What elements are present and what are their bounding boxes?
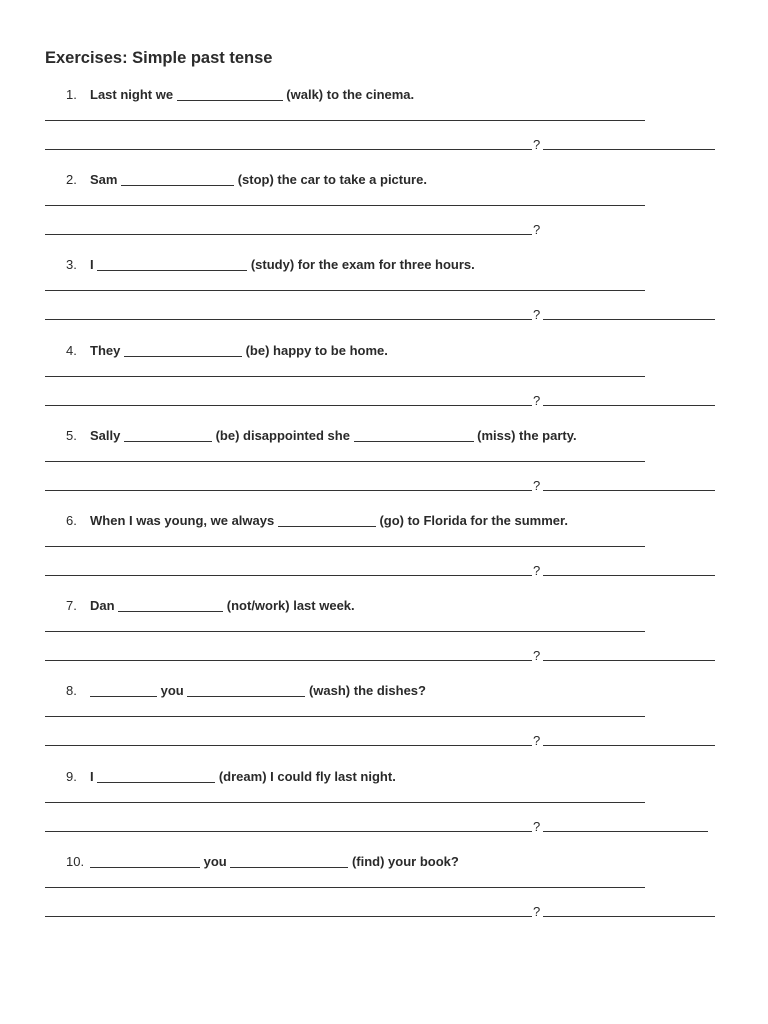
answer-line[interactable] [45, 631, 645, 632]
question-text: you [200, 853, 231, 869]
exercise-item [0, 769, 768, 854]
fill-in-blank[interactable] [97, 769, 215, 783]
exercise-number: 10. [66, 853, 85, 869]
exercise-question [66, 87, 414, 102]
short-answer-line[interactable] [543, 660, 715, 661]
question-form-line[interactable] [45, 405, 532, 406]
fill-in-blank[interactable] [354, 428, 474, 442]
question-form-line[interactable] [45, 234, 532, 235]
question-text: (stop) the car to take a picture. [234, 172, 427, 188]
question-text: (go) to Florida for the summer. [375, 513, 568, 528]
question-mark: ? [533, 392, 541, 408]
exercise-item [0, 257, 768, 342]
fill-in-blank[interactable] [121, 172, 234, 186]
short-answer-line[interactable] [543, 405, 715, 406]
exercise-question [66, 683, 426, 698]
question-text: (walk) to the cinema. [282, 87, 415, 102]
exercise-number: 4. [66, 342, 77, 358]
short-answer-line[interactable] [543, 149, 715, 150]
question-mark: ? [533, 137, 541, 152]
exercise-number: 5. [66, 427, 77, 443]
answer-line[interactable] [45, 376, 645, 377]
question-form-line[interactable] [45, 319, 532, 320]
question-form-line[interactable] [45, 149, 532, 150]
question-mark: ? [533, 648, 541, 664]
exercise-number: 8. [66, 683, 77, 699]
answer-line[interactable] [45, 887, 645, 888]
exercise-number: 7. [66, 598, 77, 614]
question-form-line[interactable] [45, 575, 532, 576]
answer-line[interactable] [45, 290, 645, 291]
short-answer-line[interactable] [543, 916, 715, 917]
answer-line[interactable] [45, 461, 645, 462]
exercise-question [66, 854, 459, 869]
exercise-item [0, 683, 768, 768]
answer-line[interactable] [45, 205, 645, 206]
fill-in-blank[interactable] [124, 428, 212, 442]
question-text: Sam [90, 172, 122, 188]
question-text: (wash) the dishes? [305, 683, 426, 699]
question-mark: ? [533, 477, 541, 493]
exercise-question [66, 598, 355, 613]
question-text: I [90, 257, 98, 273]
short-answer-line[interactable] [543, 490, 715, 491]
question-text: (study) for the exam for three hours. [247, 257, 475, 273]
fill-in-blank[interactable] [177, 87, 283, 101]
question-text: Sally [90, 427, 124, 443]
exercise-question [66, 343, 388, 358]
exercise-item [0, 87, 768, 172]
page-title: Exercises: Simple past tense [45, 49, 273, 67]
exercise-question [66, 257, 475, 272]
exercise-item [0, 598, 768, 683]
question-form-line[interactable] [45, 490, 532, 491]
short-answer-line[interactable] [543, 745, 715, 746]
answer-line[interactable] [45, 802, 645, 803]
question-mark: ? [533, 307, 541, 323]
exercise-number: 1. [66, 87, 77, 102]
question-text: I [90, 768, 98, 784]
question-form-line[interactable] [45, 916, 532, 917]
question-text: When I was young, we always [90, 513, 278, 528]
short-answer-line[interactable] [543, 831, 708, 832]
fill-in-blank[interactable] [187, 683, 305, 697]
question-text: (dream) I could fly last night. [215, 768, 396, 784]
question-text: (find) your book? [348, 853, 459, 869]
fill-in-blank[interactable] [124, 343, 242, 357]
exercise-number: 3. [66, 257, 77, 273]
question-text: (not/work) last week. [223, 598, 355, 614]
exercise-number: 2. [66, 172, 77, 188]
exercise-item [0, 513, 768, 598]
question-text: (be) happy to be home. [241, 342, 388, 358]
question-text: Dan [90, 598, 119, 614]
exercise-item [0, 854, 768, 939]
question-text: you [157, 683, 188, 699]
short-answer-line[interactable] [543, 575, 715, 576]
question-mark: ? [533, 733, 541, 749]
fill-in-blank[interactable] [230, 854, 348, 868]
exercise-item [0, 428, 768, 513]
question-form-line[interactable] [45, 660, 532, 661]
question-text: They [90, 342, 124, 358]
exercise-question [66, 769, 396, 784]
exercise-item [0, 343, 768, 428]
fill-in-blank[interactable] [90, 683, 157, 697]
answer-line[interactable] [45, 716, 645, 717]
question-text: Last night we [90, 87, 177, 102]
question-text: (miss) the party. [473, 427, 577, 443]
exercise-number: 9. [66, 768, 77, 784]
fill-in-blank[interactable] [278, 513, 376, 527]
exercise-number: 6. [66, 513, 77, 528]
exercise-question [66, 172, 427, 187]
question-mark: ? [533, 818, 541, 834]
exercise-item [0, 172, 768, 257]
question-form-line[interactable] [45, 831, 532, 832]
fill-in-blank[interactable] [97, 257, 247, 271]
fill-in-blank[interactable] [90, 854, 200, 868]
exercise-question [66, 513, 568, 528]
question-mark: ? [533, 903, 541, 919]
question-text: (be) disappointed she [211, 427, 354, 443]
answer-line[interactable] [45, 120, 645, 121]
short-answer-line[interactable] [543, 319, 715, 320]
question-mark: ? [533, 222, 541, 238]
question-form-line[interactable] [45, 745, 532, 746]
question-mark: ? [533, 563, 541, 578]
fill-in-blank[interactable] [118, 598, 223, 612]
answer-line[interactable] [45, 546, 645, 547]
exercise-question [66, 428, 577, 443]
